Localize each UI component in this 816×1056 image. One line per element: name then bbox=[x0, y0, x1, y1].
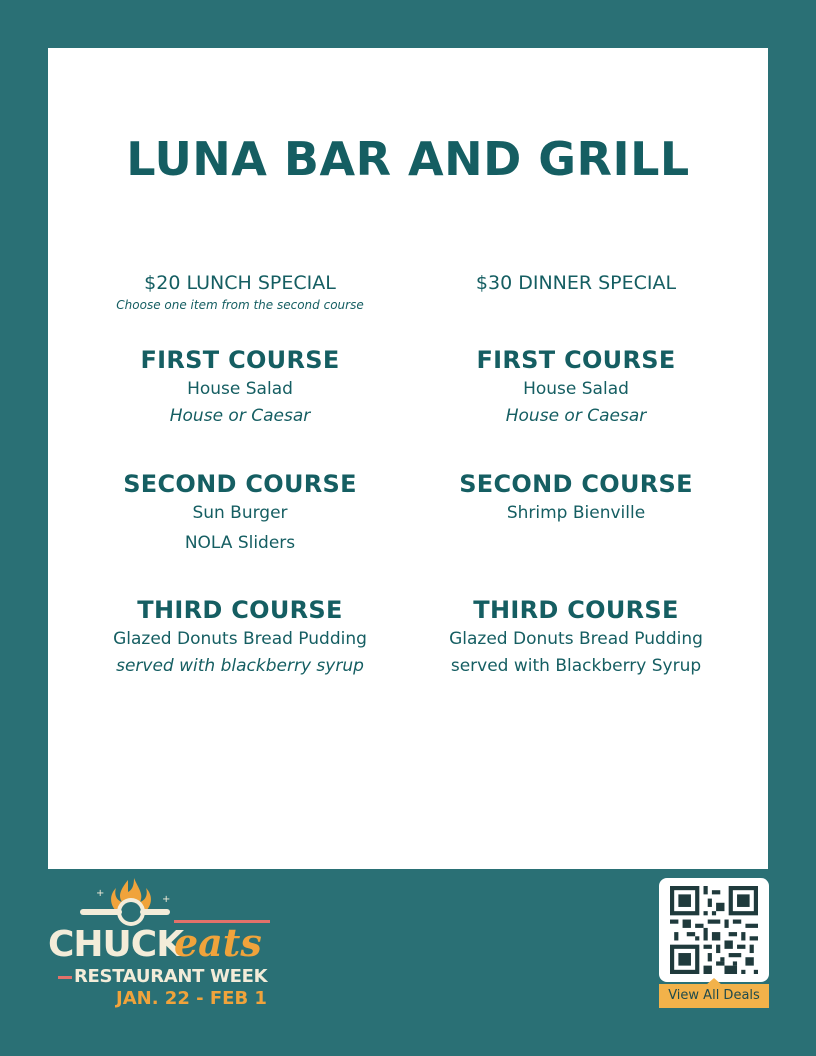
lunch-third-course-note: served with blackberry syrup bbox=[116, 656, 364, 676]
lunch-second-course-item: Sun Burger bbox=[192, 503, 288, 523]
dinner-third-course-title: THIRD COURSE bbox=[473, 596, 679, 624]
view-all-deals-link[interactable]: View All Deals bbox=[659, 984, 769, 1008]
dinner-special-title: $30 DINNER SPECIAL bbox=[475, 272, 677, 294]
lunch-first-course-option: House or Caesar bbox=[169, 406, 311, 426]
restaurant-name: LUNA BAR AND GRILL bbox=[126, 132, 690, 186]
svg-text:+: + bbox=[162, 894, 171, 905]
lunch-first-course-item: House Salad bbox=[187, 379, 293, 399]
lunch-column bbox=[70, 270, 410, 680]
logo-subtitle: RESTAURANT WEEK bbox=[74, 966, 268, 987]
menu-sheet bbox=[48, 48, 768, 869]
dinner-third-course-item: Glazed Donuts Bread Pudding bbox=[449, 629, 703, 649]
qr-code-icon[interactable] bbox=[670, 886, 758, 974]
logo-word-chuck: CHUCK bbox=[48, 924, 184, 965]
dinner-column bbox=[406, 270, 746, 680]
lunch-third-course-title: THIRD COURSE bbox=[137, 596, 343, 624]
chuck-eats-logo bbox=[46, 874, 286, 1014]
event-dates: JAN. 22 - FEB 1 bbox=[116, 988, 267, 1009]
lunch-second-course-title: SECOND COURSE bbox=[123, 470, 357, 498]
dinner-third-course-note: served with Blackberry Syrup bbox=[450, 656, 702, 676]
lunch-first-course-title: FIRST COURSE bbox=[140, 346, 340, 374]
dinner-second-course-title: SECOND COURSE bbox=[459, 470, 693, 498]
logo-word-eats: eats bbox=[174, 920, 262, 965]
dinner-first-course-title: FIRST COURSE bbox=[476, 346, 676, 374]
dinner-first-course-option: House or Caesar bbox=[505, 406, 647, 426]
dinner-first-course-item: House Salad bbox=[523, 379, 629, 399]
qr-code-card[interactable] bbox=[659, 878, 769, 982]
lunch-special-title: $20 LUNCH SPECIAL bbox=[144, 272, 336, 294]
svg-text:+: + bbox=[96, 888, 105, 899]
dinner-second-course-item: Shrimp Bienville bbox=[506, 503, 646, 523]
lunch-third-course-item: Glazed Donuts Bread Pudding bbox=[113, 629, 367, 649]
lunch-second-course-item: NOLA Sliders bbox=[184, 533, 296, 553]
lunch-special-note: Choose one item from the second course bbox=[116, 298, 364, 312]
